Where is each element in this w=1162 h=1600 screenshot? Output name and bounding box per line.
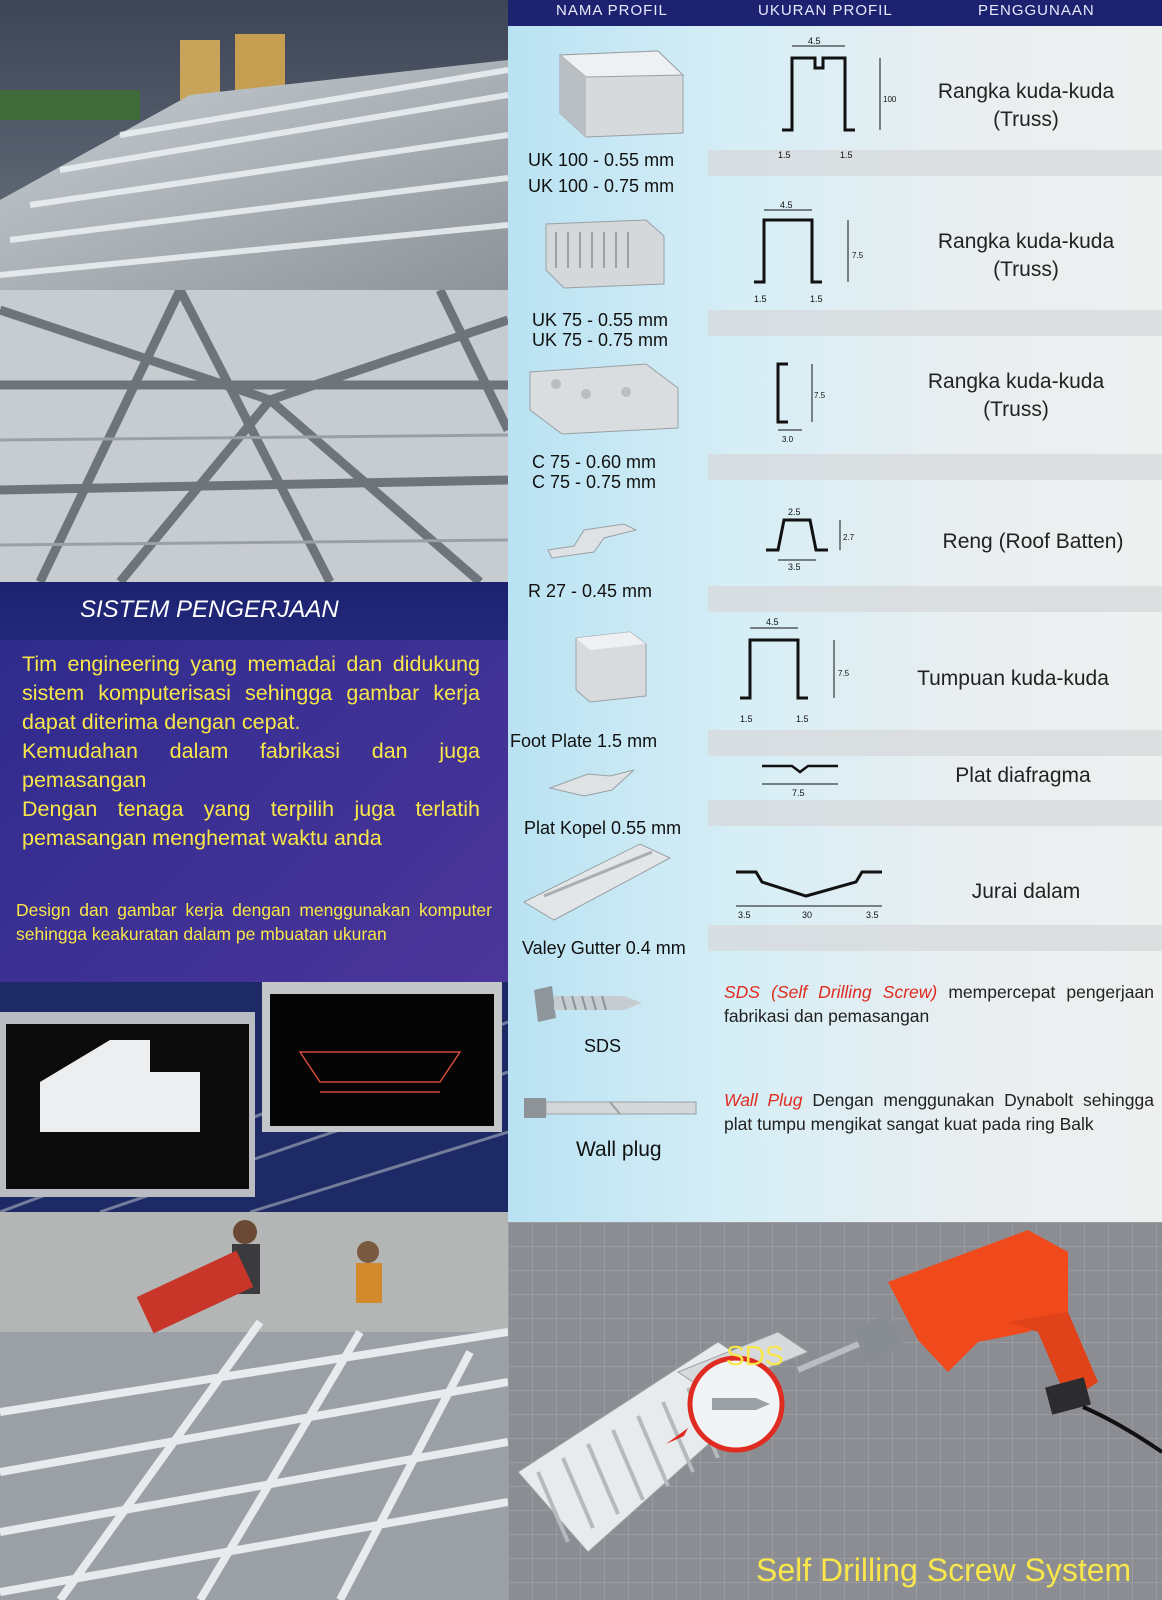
dim-label: 4.5 (766, 617, 779, 627)
profile-name: UK 75 - 0.75 mm (532, 330, 669, 350)
profile-name: UK 75 - 0.55 mm (532, 310, 669, 330)
dim-label: 3.5 (738, 910, 751, 920)
profile-r27-dimension (758, 506, 868, 574)
sistem-pengerjaan-panel (0, 582, 508, 982)
profile-usage (908, 878, 1144, 906)
usage-line: Tumpuan kuda-kuda (917, 667, 1109, 690)
roof-photo (0, 0, 508, 290)
usage-line: Reng (Roof Batten) (942, 530, 1124, 553)
sds-callout-label: SDS (726, 1340, 784, 1371)
usage-line: (Truss) (983, 398, 1049, 421)
profile-usage (908, 762, 1138, 790)
row-divider (708, 586, 1162, 612)
dim-label: 1.5 (778, 150, 791, 160)
sistem-paragraph: Dengan tenaga yang terpilih juga terlatih pemasangan menghemat waktu anda (22, 797, 480, 850)
profile-usage (908, 78, 1144, 134)
dim-label: 100 (883, 95, 897, 104)
profile-usage (918, 528, 1148, 556)
fastener-name: SDS (584, 1036, 622, 1056)
fastener-text: Dengan menggunakan Dynabolt sehingga plat tumpu mengikat sangat kuat pada ring Balk (724, 1090, 1154, 1134)
drill-illustration (508, 1222, 1162, 1600)
profile-name: Foot Plate 1.5 mm (510, 731, 658, 751)
profile-usage (888, 665, 1138, 693)
dim-label: 1.5 (740, 714, 753, 724)
wall-plug-icon (520, 1088, 700, 1128)
sds-system-title: Self Drilling Screw System (756, 1552, 1132, 1588)
dim-label: 7.5 (838, 669, 850, 678)
row-divider (708, 310, 1162, 336)
dim-label: 7.5 (852, 251, 864, 260)
fastener-term: SDS (Self Drilling Screw) (724, 982, 938, 1002)
header-ukuran-profil: UKURAN PROFIL (758, 2, 893, 19)
profile-usage (898, 368, 1134, 424)
dim-label: 7.5 (792, 788, 805, 798)
header-penggunaan: PENGGUNAAN (978, 2, 1095, 19)
dim-label: 1.5 (840, 150, 853, 160)
profile-c75-icon (526, 362, 686, 438)
profile-usage (908, 228, 1144, 284)
cad-screens-photo (0, 982, 508, 1212)
profile-uk75-dimension (748, 198, 878, 310)
sistem-paragraph: Kemudahan dalam fabrikasi dan juga pemasangan (22, 739, 480, 792)
dim-label: 1.5 (796, 714, 809, 724)
profile-valeygutter-icon (520, 840, 680, 924)
sistem-body (22, 650, 480, 853)
usage-line: Rangka kuda-kuda (937, 230, 1115, 253)
profile-footplate-icon (566, 630, 656, 708)
profile-name: C 75 - 0.60 mm (532, 452, 657, 472)
dim-label: 4.5 (808, 36, 821, 46)
dim-label: 2.5 (788, 507, 801, 517)
dim-label: 3.5 (866, 910, 879, 920)
fastener-text: mempercepat pengerjaan fabrikasi dan pemasangan (724, 982, 1154, 1026)
dim-label: 2.7 (843, 533, 855, 542)
usage-line: (Truss) (993, 258, 1059, 281)
profile-footplate-dimension (734, 614, 864, 726)
dim-label: 3.0 (782, 435, 794, 444)
profile-valeygutter-dimension (732, 862, 892, 922)
usage-line: Plat diafragma (955, 764, 1091, 787)
profile-c75-dimension (764, 358, 834, 444)
dim-label: 1.5 (754, 294, 767, 304)
profile-uk100-icon (548, 45, 698, 140)
fastener-description (724, 1088, 1154, 1136)
profile-platkopel-dimension (758, 758, 848, 802)
fastener-description (724, 980, 1154, 1028)
sistem-note: Design dan gambar kerja dengan menggunakan komputer sehingga keakuratan dalam pe mbuatan ukuran (16, 900, 492, 944)
workers-photo (0, 1212, 508, 1600)
row-divider (708, 454, 1162, 480)
sds-system-panel (508, 1222, 1162, 1600)
sistem-paragraph: Tim engineering yang memadai dan didukung sistem komputerisasi sehingga gambar kerja dapat diterima dengan cepat. (22, 652, 480, 734)
fastener-name: Wall plug (576, 1138, 662, 1161)
usage-line: (Truss) (993, 108, 1059, 131)
dim-label: 1.5 (810, 294, 823, 304)
usage-line: Jurai dalam (971, 880, 1081, 903)
profile-name: Plat Kopel 0.55 mm (524, 818, 682, 838)
left-column (0, 0, 508, 1600)
sds-screw-icon (530, 982, 650, 1028)
profile-platkopel-icon (548, 766, 638, 802)
dim-label: 7.5 (814, 391, 826, 400)
profile-uk75-icon (536, 218, 676, 290)
profile-name: UK 100 - 0.75 mm (528, 176, 675, 196)
row-divider (708, 730, 1162, 756)
profile-name: UK 100 - 0.55 mm (528, 150, 675, 170)
profile-uk100-dimension (770, 36, 900, 164)
profile-name: Valey Gutter 0.4 mm (522, 938, 686, 958)
profile-table (508, 0, 1162, 1600)
profile-name: C 75 - 0.75 mm (532, 472, 657, 492)
row-divider (708, 800, 1162, 826)
usage-line: Rangka kuda-kuda (927, 370, 1105, 393)
truss-photo (0, 290, 508, 582)
dim-label: 30 (802, 910, 813, 920)
profile-r27-icon (544, 516, 644, 560)
dim-label: 4.5 (780, 200, 793, 210)
profile-name: R 27 - 0.45 mm (528, 581, 653, 601)
usage-line: Rangka kuda-kuda (937, 80, 1115, 103)
header-nama-profil: NAMA PROFIL (556, 2, 668, 19)
dim-label: 3.5 (788, 562, 801, 572)
fastener-term: Wall Plug (724, 1090, 803, 1110)
row-divider (708, 925, 1162, 951)
sistem-title: SISTEM PENGERJAAN (80, 596, 339, 623)
table-header (508, 0, 1162, 26)
